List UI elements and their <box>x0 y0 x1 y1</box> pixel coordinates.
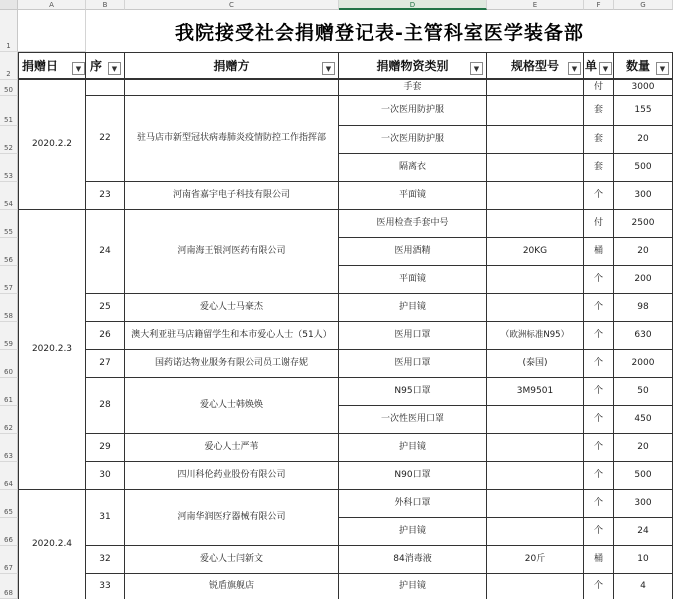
qty-text: 500 <box>634 470 652 481</box>
category-text: 隔离衣 <box>398 162 426 173</box>
select-all-corner[interactable] <box>0 0 18 10</box>
seq-text: 31 <box>99 512 111 523</box>
row-header[interactable]: 53 <box>0 154 18 182</box>
seq-text: 23 <box>99 190 111 201</box>
donor-cell[interactable] <box>125 350 339 378</box>
unit-cell[interactable] <box>584 294 614 322</box>
spec-cell[interactable] <box>487 96 584 126</box>
unit-text: 桶 <box>593 554 603 565</box>
row-header[interactable]: 67 <box>0 546 18 574</box>
unit-cell[interactable] <box>584 462 614 490</box>
spec-cell[interactable] <box>487 434 584 462</box>
donor-cell[interactable] <box>125 434 339 462</box>
seq-text: 26 <box>99 330 111 341</box>
date-text: 2020.2.2 <box>31 139 73 150</box>
row-header[interactable]: 62 <box>0 406 18 434</box>
donor-cell[interactable] <box>125 294 339 322</box>
unit-cell[interactable] <box>584 238 614 266</box>
qty-text: 24 <box>637 526 649 537</box>
donor-text: 爱心人士闫新文 <box>199 554 263 565</box>
unit-text: 个 <box>593 274 603 285</box>
spec-cell[interactable] <box>487 294 584 322</box>
category-cell[interactable] <box>339 406 487 434</box>
seq-cell[interactable] <box>86 294 125 322</box>
column-header-b[interactable]: B <box>86 0 125 10</box>
unit-text: 桶 <box>593 246 603 257</box>
column-header-f[interactable]: F <box>584 0 614 10</box>
row-header[interactable]: 65 <box>0 490 18 518</box>
category-cell[interactable] <box>339 518 487 546</box>
donor-text: 河南海王银河医药有限公司 <box>177 246 286 257</box>
category-text: 医用口罩 <box>394 358 431 369</box>
unit-cell[interactable] <box>584 518 614 546</box>
category-cell[interactable] <box>339 462 487 490</box>
unit-text: 个 <box>593 414 603 425</box>
filter-unit-button[interactable] <box>599 62 612 75</box>
seq-cell[interactable] <box>86 80 125 96</box>
row-header[interactable]: 57 <box>0 266 18 294</box>
seq-cell[interactable] <box>86 378 125 434</box>
row-header[interactable]: 2 <box>0 52 18 80</box>
donor-cell[interactable] <box>125 322 339 350</box>
category-text: N90口罩 <box>394 470 431 481</box>
seq-cell[interactable] <box>86 546 125 574</box>
filter-seq-button[interactable] <box>108 62 121 75</box>
date-text: 2020.2.3 <box>31 344 73 355</box>
qty-text: 20 <box>637 442 649 453</box>
row-header[interactable]: 54 <box>0 182 18 210</box>
spec-cell[interactable] <box>487 350 584 378</box>
donor-text: 驻马店市新型冠状病毒肺炎疫情防控工作指挥部 <box>136 133 326 144</box>
qty-text: 20 <box>637 134 649 145</box>
unit-cell[interactable] <box>584 210 614 238</box>
row-header[interactable]: 63 <box>0 434 18 462</box>
row-header[interactable]: 55 <box>0 210 18 238</box>
donor-cell[interactable] <box>125 210 339 294</box>
spec-cell[interactable] <box>487 210 584 238</box>
donor-cell[interactable] <box>125 574 339 599</box>
filter-category-button[interactable] <box>470 62 483 75</box>
spec-cell[interactable] <box>487 490 584 518</box>
qty-text: 98 <box>637 302 649 313</box>
spec-cell[interactable] <box>487 546 584 574</box>
spec-text: （欧洲标准N95） <box>500 329 570 340</box>
spec-cell[interactable] <box>487 378 584 406</box>
seq-cell[interactable] <box>86 434 125 462</box>
category-cell[interactable] <box>339 96 487 126</box>
qty-text: 450 <box>634 414 652 425</box>
qty-text: 630 <box>634 330 652 341</box>
donor-cell[interactable] <box>125 80 339 96</box>
unit-cell[interactable] <box>584 80 614 96</box>
unit-text: 套 <box>593 105 603 116</box>
unit-text: 个 <box>593 386 603 397</box>
donor-text: 锐盾旗舰店 <box>208 581 254 592</box>
row-header[interactable]: 50 <box>0 80 18 96</box>
header-category-label: 捐赠物资类别 <box>376 59 449 73</box>
category-cell[interactable] <box>339 378 487 406</box>
category-text: 一次医用防护服 <box>380 134 444 145</box>
spec-cell[interactable] <box>487 126 584 154</box>
category-cell[interactable] <box>339 182 487 210</box>
category-cell[interactable] <box>339 434 487 462</box>
dropdown-arrow-icon: ▼ <box>473 64 480 73</box>
row-header[interactable]: 58 <box>0 294 18 322</box>
category-text: 外科口罩 <box>394 498 431 509</box>
category-text: 医用检查手套中号 <box>376 218 449 229</box>
qty-cell[interactable] <box>614 322 673 350</box>
spec-cell[interactable] <box>487 238 584 266</box>
seq-cell[interactable] <box>86 182 125 210</box>
spec-text: 20斤 <box>524 554 546 565</box>
spec-cell[interactable] <box>487 518 584 546</box>
unit-cell[interactable] <box>584 126 614 154</box>
donor-cell[interactable] <box>125 96 339 182</box>
seq-text: 22 <box>99 133 111 144</box>
spec-text: 3M9501 <box>516 386 554 397</box>
row-header[interactable]: 56 <box>0 238 18 266</box>
qty-cell[interactable] <box>614 406 673 434</box>
qty-text: 2500 <box>631 218 655 229</box>
column-header-g[interactable]: G <box>614 0 673 10</box>
unit-cell[interactable] <box>584 434 614 462</box>
column-header-e[interactable]: E <box>487 0 584 10</box>
dropdown-arrow-icon: ▼ <box>659 64 666 73</box>
header-date-label: 捐赠日 <box>22 59 59 73</box>
category-cell[interactable] <box>339 490 487 518</box>
seq-text: 25 <box>99 302 111 313</box>
dropdown-arrow-icon: ▼ <box>602 64 609 73</box>
column-header-d[interactable]: D <box>339 0 487 10</box>
donor-text: 四川科伦药业股份有限公司 <box>177 470 286 481</box>
qty-cell[interactable] <box>614 154 673 182</box>
dropdown-arrow-icon: ▼ <box>325 64 332 73</box>
qty-cell[interactable] <box>614 238 673 266</box>
qty-cell[interactable] <box>614 462 673 490</box>
filter-qty-button[interactable] <box>656 62 669 75</box>
category-cell[interactable] <box>339 294 487 322</box>
header-seq-label: 序 <box>90 59 103 73</box>
category-text: 一次医用防护服 <box>380 105 444 116</box>
qty-cell[interactable] <box>614 490 673 518</box>
spec-text: 20KG <box>522 246 548 257</box>
donor-text: 爱心人士严苇 <box>204 442 259 453</box>
spec-cell[interactable] <box>487 80 584 96</box>
unit-cell[interactable] <box>584 182 614 210</box>
donor-text: 河南华润医疗器械有限公司 <box>177 512 286 523</box>
category-text: 平面镜 <box>398 190 426 201</box>
category-text: 医用酒精 <box>394 246 431 257</box>
row-header[interactable]: 59 <box>0 322 18 350</box>
category-cell[interactable] <box>339 322 487 350</box>
donor-text: 爱心人士马豪杰 <box>199 302 263 313</box>
category-cell[interactable] <box>339 238 487 266</box>
row-header[interactable]: 60 <box>0 350 18 378</box>
seq-text: 27 <box>99 358 111 369</box>
qty-cell[interactable] <box>614 434 673 462</box>
seq-text: 24 <box>99 246 111 257</box>
category-cell[interactable] <box>339 154 487 182</box>
dropdown-arrow-icon: ▼ <box>571 64 578 73</box>
unit-text: 套 <box>593 162 603 173</box>
seq-text: 32 <box>99 554 111 565</box>
qty-cell[interactable] <box>614 182 673 210</box>
qty-text: 50 <box>637 386 649 397</box>
header-spec-label: 规格型号 <box>510 59 559 73</box>
filter-donor-button[interactable] <box>322 62 335 75</box>
unit-text: 个 <box>593 442 603 453</box>
qty-cell[interactable] <box>614 210 673 238</box>
unit-cell[interactable] <box>584 154 614 182</box>
date-cell[interactable] <box>19 490 86 599</box>
dropdown-arrow-icon: ▼ <box>111 64 118 73</box>
spec-text: (泰国) <box>522 358 548 369</box>
category-text: 护目镜 <box>398 581 426 592</box>
category-cell[interactable] <box>339 80 487 96</box>
donor-cell[interactable] <box>125 546 339 574</box>
qty-text: 4 <box>640 581 646 592</box>
unit-text: 个 <box>593 581 603 592</box>
category-cell[interactable] <box>339 546 487 574</box>
qty-text: 300 <box>634 498 652 509</box>
spec-cell[interactable] <box>487 406 584 434</box>
row-header[interactable]: 61 <box>0 378 18 406</box>
seq-text: 33 <box>99 581 111 592</box>
qty-cell[interactable] <box>614 80 673 96</box>
unit-text: 个 <box>593 526 603 537</box>
qty-text: 300 <box>634 190 652 201</box>
unit-cell[interactable] <box>584 322 614 350</box>
unit-text: 付 <box>593 82 603 93</box>
category-text: N95口罩 <box>394 386 431 397</box>
row-header[interactable]: 64 <box>0 462 18 490</box>
donor-text: 澳大利亚驻马店籍留学生和本市爱心人士（51人） <box>131 330 332 341</box>
category-text: 一次性医用口罩 <box>380 414 444 425</box>
unit-text: 个 <box>593 498 603 509</box>
seq-cell[interactable] <box>86 322 125 350</box>
spec-cell[interactable] <box>487 182 584 210</box>
qty-text: 2000 <box>631 358 655 369</box>
seq-cell[interactable] <box>86 96 125 182</box>
header-category[interactable] <box>339 52 487 80</box>
qty-cell[interactable] <box>614 546 673 574</box>
donor-text: 河南省嘉宇电子科技有限公司 <box>172 190 290 201</box>
row-header[interactable]: 1 <box>0 10 18 52</box>
donor-text: 国药诺达物业服务有限公司员工谢存妮 <box>154 358 308 369</box>
qty-text: 200 <box>634 274 652 285</box>
unit-cell[interactable] <box>584 96 614 126</box>
qty-text: 20 <box>637 246 649 257</box>
unit-text: 套 <box>593 134 603 145</box>
column-header-a[interactable]: A <box>18 0 86 10</box>
qty-cell[interactable] <box>614 350 673 378</box>
spec-cell[interactable] <box>487 154 584 182</box>
category-text: 手套 <box>403 82 422 93</box>
qty-cell[interactable] <box>614 126 673 154</box>
category-text: 平面镜 <box>398 274 426 285</box>
qty-cell[interactable] <box>614 266 673 294</box>
qty-cell[interactable] <box>614 294 673 322</box>
unit-cell[interactable] <box>584 490 614 518</box>
unit-text: 个 <box>593 302 603 313</box>
category-text: 护目镜 <box>398 526 426 537</box>
seq-cell[interactable] <box>86 350 125 378</box>
qty-cell[interactable] <box>614 378 673 406</box>
qty-text: 155 <box>634 105 652 116</box>
header-qty-label: 数量 <box>626 59 651 73</box>
unit-cell[interactable] <box>584 546 614 574</box>
header-unit-label: 单 <box>585 59 598 73</box>
header-donor[interactable] <box>125 52 339 80</box>
unit-cell[interactable] <box>584 266 614 294</box>
category-text: 护目镜 <box>398 442 426 453</box>
unit-text: 个 <box>593 470 603 481</box>
seq-cell[interactable] <box>86 574 125 599</box>
unit-text: 个 <box>593 330 603 341</box>
category-text: 医用口罩 <box>394 330 431 341</box>
qty-text: 10 <box>637 554 649 565</box>
row-header[interactable]: 51 <box>0 96 18 126</box>
qty-text: 500 <box>634 162 652 173</box>
unit-text: 个 <box>593 190 603 201</box>
column-header-c[interactable]: C <box>125 0 339 10</box>
category-text: 护目镜 <box>398 302 426 313</box>
date-cell[interactable] <box>19 210 86 490</box>
spec-cell[interactable] <box>487 322 584 350</box>
category-cell[interactable] <box>339 350 487 378</box>
qty-cell[interactable] <box>614 574 673 599</box>
category-cell[interactable] <box>339 210 487 238</box>
qty-text: 3000 <box>631 82 655 93</box>
donor-text: 爱心人士韩焕焕 <box>199 400 263 411</box>
spec-cell[interactable] <box>487 266 584 294</box>
seq-text: 30 <box>99 470 111 481</box>
category-cell[interactable] <box>339 574 487 599</box>
category-cell[interactable] <box>339 126 487 154</box>
filter-date-button[interactable] <box>72 62 85 75</box>
sheet-title[interactable]: 我院接受社会捐赠登记表-主管科室医学装备部 <box>175 21 584 44</box>
spec-cell[interactable] <box>487 574 584 599</box>
qty-cell[interactable] <box>614 518 673 546</box>
category-text: 84消毒液 <box>393 554 432 565</box>
qty-cell[interactable] <box>614 96 673 126</box>
donor-cell[interactable] <box>125 462 339 490</box>
unit-text: 付 <box>593 218 603 229</box>
spec-cell[interactable] <box>487 462 584 490</box>
seq-cell[interactable] <box>86 490 125 546</box>
filter-spec-button[interactable] <box>568 62 581 75</box>
row-header[interactable]: 66 <box>0 518 18 546</box>
seq-text: 28 <box>99 400 111 411</box>
unit-cell[interactable] <box>584 350 614 378</box>
unit-text: 个 <box>593 358 603 369</box>
header-donor-label: 捐赠方 <box>213 59 250 73</box>
dropdown-arrow-icon: ▼ <box>75 64 82 73</box>
seq-cell[interactable] <box>86 210 125 294</box>
unit-cell[interactable] <box>584 378 614 406</box>
donor-cell[interactable] <box>125 182 339 210</box>
date-text: 2020.2.4 <box>31 539 73 550</box>
donor-cell[interactable] <box>125 490 339 546</box>
unit-cell[interactable] <box>584 574 614 599</box>
seq-cell[interactable] <box>86 462 125 490</box>
seq-text: 29 <box>99 442 111 453</box>
row-header[interactable]: 68 <box>0 574 18 599</box>
category-cell[interactable] <box>339 266 487 294</box>
row-header[interactable]: 52 <box>0 126 18 154</box>
date-cell[interactable] <box>19 80 86 210</box>
unit-cell[interactable] <box>584 406 614 434</box>
donor-cell[interactable] <box>125 378 339 434</box>
